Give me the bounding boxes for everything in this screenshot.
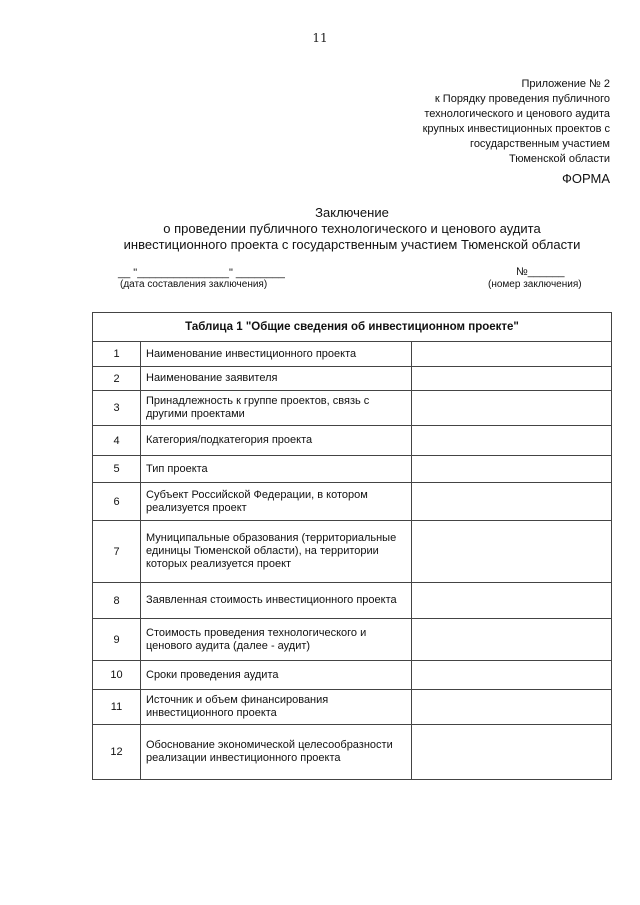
appendix-line: крупных инвестиционных проектов с — [422, 123, 610, 135]
row-number: 7 — [93, 521, 141, 583]
appendix-line: Приложение № 2 — [521, 78, 610, 90]
appendix-line: технологического и ценового аудита — [424, 108, 610, 120]
general-info-table — [92, 312, 612, 780]
table-row — [93, 391, 612, 426]
row-number: 9 — [93, 619, 141, 661]
row-value — [412, 521, 612, 583]
row-number: 6 — [93, 483, 141, 521]
row-number: 12 — [93, 725, 141, 780]
row-number: 1 — [93, 342, 141, 367]
row-name: Принадлежность к группе проектов, связь с другими проектами — [141, 391, 412, 426]
row-number: 4 — [93, 426, 141, 456]
row-value — [412, 426, 612, 456]
row-value — [412, 342, 612, 367]
row-name: Субъект Российской Федерации, в котором реализуется проект — [141, 483, 412, 521]
table-row — [93, 619, 612, 661]
table-caption-row — [93, 313, 612, 342]
row-name: Сроки проведения аудита — [141, 661, 412, 690]
row-name: Стоимость проведения технологического и ценового аудита (далее - аудит) — [141, 619, 412, 661]
row-number: 10 — [93, 661, 141, 690]
table-row — [93, 661, 612, 690]
appendix-line: Тюменской области — [508, 153, 610, 165]
row-name: Тип проекта — [141, 456, 412, 483]
row-number: 3 — [93, 391, 141, 426]
table-row — [93, 342, 612, 367]
row-value — [412, 456, 612, 483]
row-number: 8 — [93, 583, 141, 619]
title-line: о проведении публичного технологического и ценового аудита — [163, 221, 541, 236]
table-row — [93, 583, 612, 619]
number-field: №______ — [516, 266, 565, 278]
row-name: Наименование инвестиционного проекта — [141, 342, 412, 367]
form-label: ФОРМА — [561, 171, 610, 186]
row-value — [412, 483, 612, 521]
date-field: __ "_______________" ________ — [118, 267, 285, 279]
row-number: 11 — [93, 690, 141, 725]
table-row — [93, 690, 612, 725]
document-title — [92, 205, 612, 253]
row-value — [412, 619, 612, 661]
title-line: Заключение — [315, 205, 389, 220]
row-value — [412, 725, 612, 780]
table-row — [93, 521, 612, 583]
table-row — [93, 426, 612, 456]
row-name: Обоснование экономической целесообразности реализации инвестиционного проекта — [141, 725, 412, 780]
row-value — [412, 661, 612, 690]
row-value — [412, 367, 612, 391]
row-name: Категория/подкатегория проекта — [141, 426, 412, 456]
table-row — [93, 725, 612, 780]
row-name: Заявленная стоимость инвестиционного проекта — [141, 583, 412, 619]
row-name: Источник и объем финансирования инвестиционного проекта — [141, 690, 412, 725]
row-value — [412, 391, 612, 426]
table-caption: Таблица 1 "Общие сведения об инвестиционном проекте" — [93, 313, 612, 342]
appendix-line: государственным участием — [470, 138, 610, 150]
row-value — [412, 690, 612, 725]
number-caption: (номер заключения) — [488, 279, 582, 290]
date-caption: (дата составления заключения) — [120, 279, 268, 290]
table-row — [93, 483, 612, 521]
row-number: 5 — [93, 456, 141, 483]
row-value — [412, 583, 612, 619]
appendix-header — [350, 77, 610, 167]
row-name: Наименование заявителя — [141, 367, 412, 391]
row-number: 2 — [93, 367, 141, 391]
table-row — [93, 367, 612, 391]
page-number: 11 — [312, 31, 328, 45]
title-line: инвестиционного проекта с государственным участием Тюменской области — [123, 237, 581, 252]
appendix-line: к Порядку проведения публичного — [434, 93, 610, 105]
table-row — [93, 456, 612, 483]
row-name: Муниципальные образования (территориальные единицы Тюменской области), на территории которых реализуется проект — [141, 521, 412, 583]
